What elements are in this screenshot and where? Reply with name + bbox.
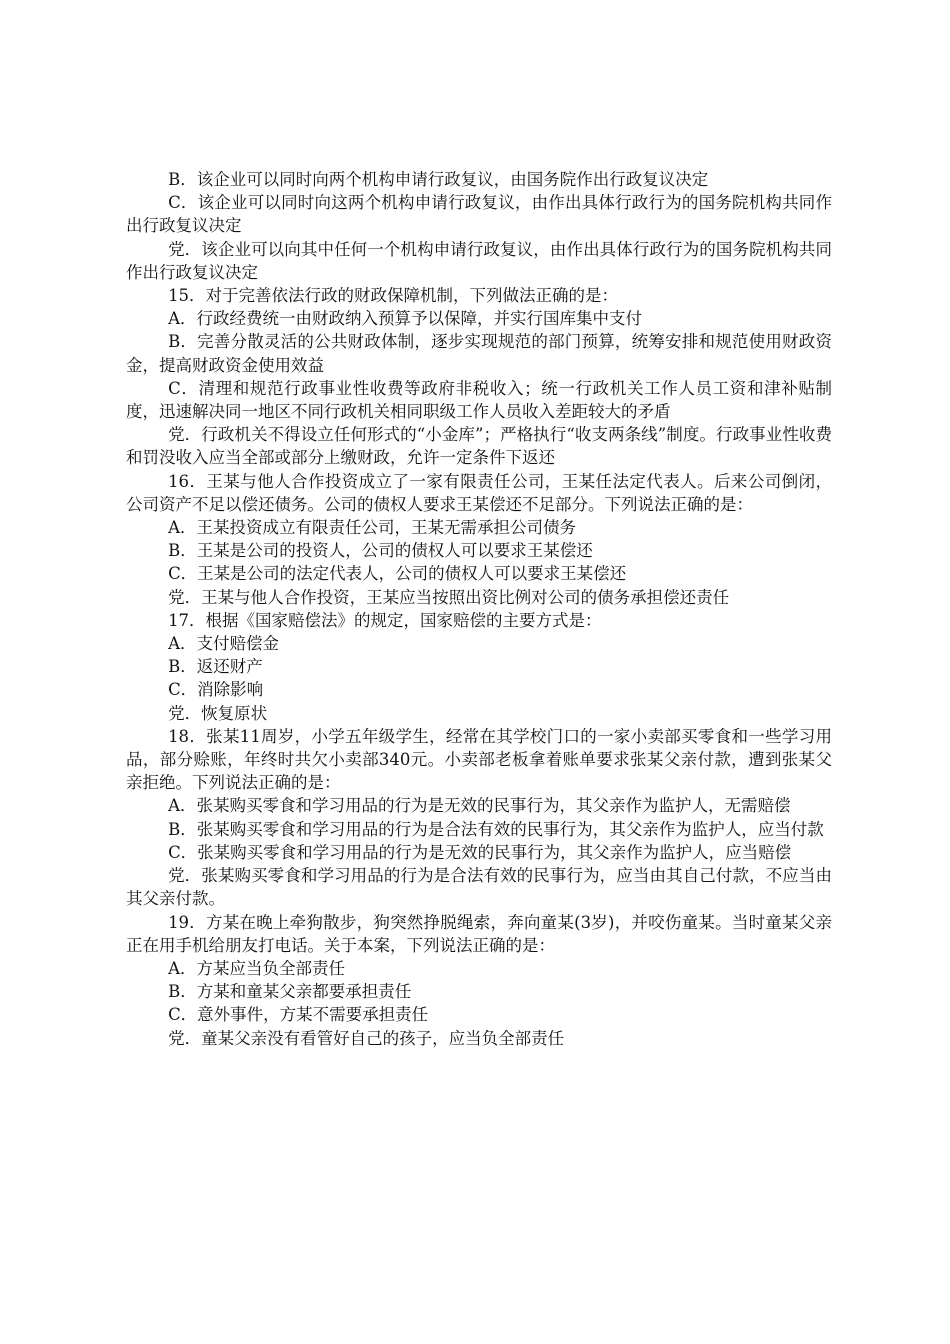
option-a-15: A．行政经费统一由财政纳入预算予以保障，并实行国库集中支付 [168, 309, 642, 329]
option-a-18: A．张某购买零食和学习用品的行为是无效的民事行为，其父亲作为监护人，无需赔偿 [168, 796, 791, 816]
option-d-17: 党．恢复原状 [168, 703, 268, 723]
option-b-18: B．张某购买零食和学习用品的行为是合法有效的民事行为，其父亲作为监护人，应当付款 [168, 819, 824, 839]
option-a-19: A．方某应当负全部责任 [168, 958, 345, 978]
option-d-14: 党．该企业可以向其中任何一个机构申请行政复议，由作出具体行政行为的国务院机构共同作出行政复议决定 [126, 239, 832, 282]
option-b-15: B．完善分散灵活的公共财政体制，逐步实现规范的部门预算，统筹安排和规范使用财政资金，提高财政资金使用效益 [126, 332, 832, 375]
question-18: 18．张某11周岁，小学五年级学生，经常在其学校门口的一家小卖部买零食和一些学习用品，部分赊账，年终时共欠小卖部340元。小卖部老板拿着账单要求张某父亲付款，遭到张某父亲拒绝。下列说法正确的是： [126, 726, 832, 793]
option-c-17: C．消除影响 [168, 680, 264, 700]
option-d-19: 党．童某父亲没有看管好自己的孩子，应当负全部责任 [168, 1028, 565, 1048]
option-b-17: B．返还财产 [168, 657, 263, 677]
question-15: 15．对于完善依法行政的财政保障机制，下列做法正确的是： [168, 286, 619, 306]
option-c-16: C．王某是公司的法定代表人，公司的债权人可以要求王某偿还 [168, 564, 627, 584]
question-19: 19．方某在晚上牵狗散步，狗突然挣脱绳索，奔向童某(3岁)，并咬伤童某。当时童某父亲正在用手机给朋友打电话。关于本案，下列说法正确的是： [126, 912, 832, 955]
option-c-14: C．该企业可以同时向这两个机构申请行政复议，由作出具体行政行为的国务院机构共同作出行政复议决定 [126, 193, 832, 236]
option-c-18: C．张某购买零食和学习用品的行为是无效的民事行为，其父亲作为监护人，应当赔偿 [168, 842, 792, 862]
option-d-16: 党．王某与他人合作投资，王某应当按照出资比例对公司的债务承担偿还责任 [168, 587, 730, 607]
question-16: 16．王某与他人合作投资成立了一家有限责任公司，王某任法定代表人。后来公司倒闭，公司资产不足以偿还债务。公司的债权人要求王某偿还不足部分。下列说法正确的是： [126, 471, 832, 514]
option-a-17: A．支付赔偿金 [168, 634, 279, 654]
option-b-14: B．该企业可以同时向两个机构申请行政复议，由国务院作出行政复议决定 [168, 170, 709, 189]
option-a-16: A．王某投资成立有限责任公司，王某无需承担公司债务 [168, 518, 576, 538]
option-c-15: C．清理和规范行政事业性收费等政府非税收入；统一行政机关工作人员工资和津补贴制度，迅速解决同一地区不同行政机关相同职级工作人员收入差距较大的矛盾 [126, 378, 832, 422]
option-c-19: C．意外事件，方某不需要承担责任 [168, 1005, 429, 1025]
option-d-18: 党．张某购买零食和学习用品的行为是合法有效的民事行为，应当由其自己付款，不应当由其父亲付款。 [126, 866, 832, 909]
option-b-16: B．王某是公司的投资人，公司的债权人可以要求王某偿还 [168, 541, 593, 561]
option-b-19: B．方某和童某父亲都要承担责任 [168, 982, 412, 1002]
document-body [126, 168, 832, 1050]
option-d-15: 党．行政机关不得设立任何形式的“小金库”；严格执行“收支两条线”制度。行政事业性收费和罚没收入应当全部或部分上缴财政，允许一定条件下返还 [126, 425, 832, 468]
question-17: 17．根据《国家赔偿法》的规定，国家赔偿的主要方式是： [168, 610, 602, 630]
